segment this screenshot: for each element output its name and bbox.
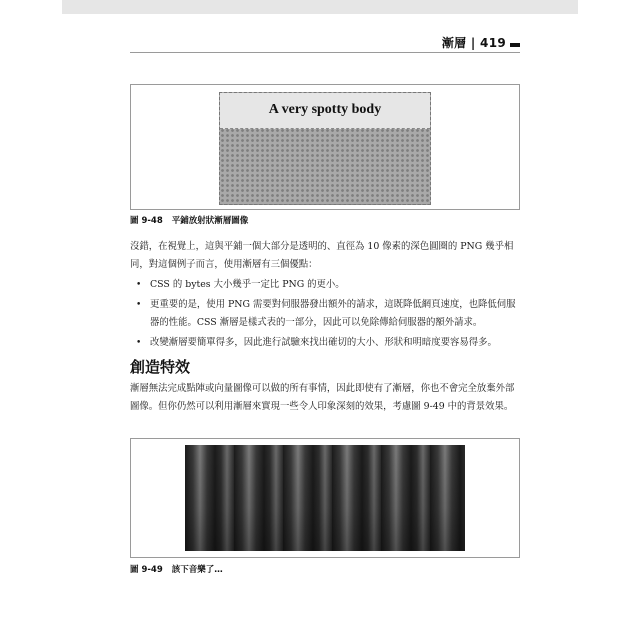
body-paragraph-1: 沒錯，在視覺上，這與平鋪一個大部分是透明的、直徑為 10 像素的深色圓圈的 PNG 幾乎相同，對這個例子而言，使用漸層有三個優點： (130, 241, 514, 270)
caption-number: 圖 9-48 (130, 216, 163, 226)
caption-number: 圖 9-49 (130, 565, 163, 575)
bullet-icon: • (136, 338, 142, 348)
caption-text: 該下音樂了… (171, 565, 223, 575)
sample-heading-strip (220, 93, 430, 129)
advantages-list (130, 276, 520, 354)
list-item-text: 更重要的是，使用 PNG 需要對伺服器發出額外的請求，這既降低網頁速度，也降低伺服器的性能。CSS 漸層是樣式表的一部分，因此可以免除傳給伺服器的額外請求。 (150, 299, 516, 328)
bullet-icon: • (136, 300, 142, 310)
list-item (130, 276, 520, 294)
list-item (130, 334, 520, 352)
bullet-icon: • (136, 280, 142, 290)
page-header (130, 34, 520, 53)
list-item (130, 296, 520, 332)
figure-9-49-caption (130, 563, 223, 575)
figure-9-49 (130, 438, 520, 558)
caption-text: 平鋪放射狀漸層圖像 (171, 216, 249, 226)
page-top-band (62, 0, 578, 14)
body-paragraph-2: 漸層無法完成點陣或向量圖像可以做的所有事情，因此即使有了漸層，你也不會完全放棄外部圖像。但你仍然可以利用漸層來實現一些令人印象深刻的效果，考慮圖 9-49 中的背景效果。 (130, 383, 515, 412)
figure-9-48-caption (130, 214, 248, 226)
running-head: 漸層 | 419 (441, 36, 506, 50)
header-marker (510, 43, 520, 47)
curtain-gradient-image (185, 445, 465, 551)
sample-heading: A very spotty body (268, 102, 382, 117)
figure-9-48 (130, 84, 520, 210)
list-item-text: CSS 的 bytes 大小幾乎一定比 PNG 的更小。 (150, 279, 345, 290)
list-item-text: 改變漸層要簡單得多，因此進行試驗來找出確切的大小、形狀和明暗度要容易得多。 (150, 337, 497, 348)
spotty-body-sample (219, 92, 431, 205)
section-heading: 創造特效 (130, 358, 191, 376)
